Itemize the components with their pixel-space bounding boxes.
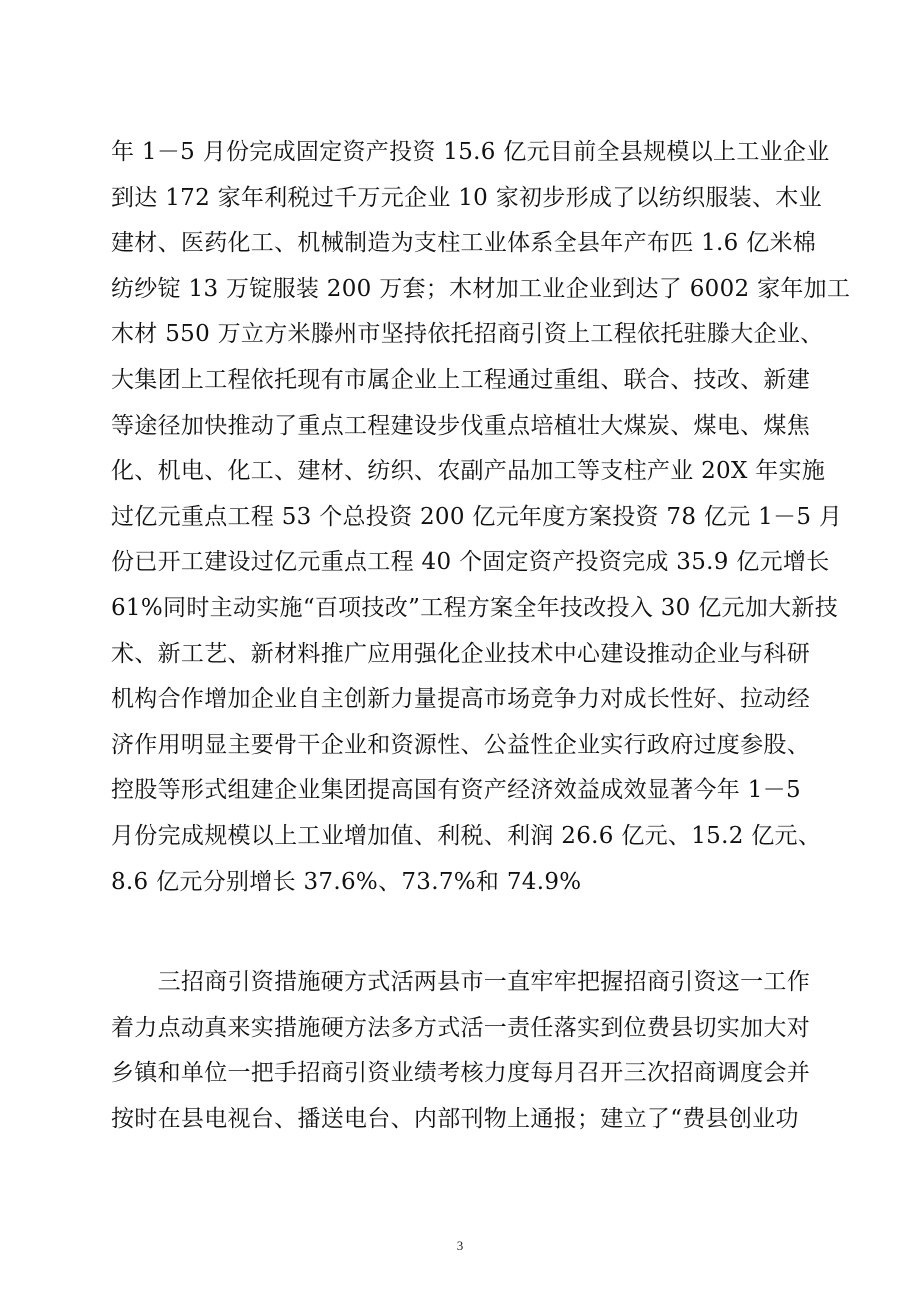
text-line: 8.6 亿元分别增长 37.6%、73.7%和 74.9% — [111, 868, 582, 895]
text-line: 到达 172 家年利税过千万元企业 10 家初步形成了以纺织服装、木业 — [111, 184, 822, 211]
text-line: 份已开工建设过亿元重点工程 40 个固定资产投资完成 35.9 亿元增长 — [111, 549, 830, 576]
text-line: 月份完成规模以上工业增加值、利税、利润 26.6 亿元、15.2 亿元、 — [111, 822, 822, 849]
page-number: 3 — [456, 1238, 464, 1253]
text-line: 乡镇和单位一把手招商引资业绩考核力度每月召开三次招商调度会并 — [111, 1060, 810, 1087]
text-line: 机构合作增加企业自主创新力量提高市场竞争力对成长性好、拉动经 — [111, 686, 810, 713]
text-line: 着力点动真来实措施硬方法多方式活一责任落实到位费县切实加大对 — [111, 1014, 810, 1041]
text-line: 过亿元重点工程 53 个总投资 200 亿元年度方案投资 78 亿元 1－5 月 — [111, 503, 843, 530]
text-line: 木材 550 万立方米滕州市坚持依托招商引资上工程依托驻滕大企业、 — [111, 321, 824, 348]
text-line: 术、新工艺、新材料推广应用强化企业技术中心建设推动企业与科研 — [111, 640, 810, 667]
text-line: 年 1－5 月份完成固定资产投资 15.6 亿元目前全县规模以上工业企业 — [111, 139, 830, 165]
paragraph-industrial-investment — [111, 130, 851, 905]
text-line: 大集团上工程依托现有市属企业上工程通过重组、联合、技改、新建 — [111, 366, 810, 393]
text-line: 化、机电、化工、建材、纺织、农副产品加工等支柱产业 20X 年实施 — [111, 458, 826, 485]
text-line: 61%同时主动实施“百项技改”工程方案全年技改投入 30 亿元加大新技 — [111, 594, 839, 621]
text-line: 济作用明显主要骨干企业和资源性、公益性企业实行政府过度参股、 — [111, 731, 810, 758]
text-line: 建材、医药化工、机械制造为支柱工业体系全县年产布匹 1.6 亿米棉 — [111, 230, 817, 257]
paragraph-investment-measures — [111, 960, 811, 1142]
text-line: 等途径加快推动了重点工程建设步伐重点培植壮大煤炭、煤电、煤焦 — [111, 412, 810, 439]
text-line: 按时在县电视台、播送电台、内部刊物上通报；建立了“费县创业功 — [111, 1105, 799, 1132]
text-line: 纺纱锭 13 万锭服装 200 万套；木材加工业企业到达了 6002 家年加工 — [111, 275, 851, 302]
text-line: 三招商引资措施硬方式活两县市一直牢牢把握招商引资这一工作 — [111, 969, 810, 995]
text-line: 控股等形式组建企业集团提高国有资产经济效益成效显著今年 1－5 — [111, 777, 801, 804]
